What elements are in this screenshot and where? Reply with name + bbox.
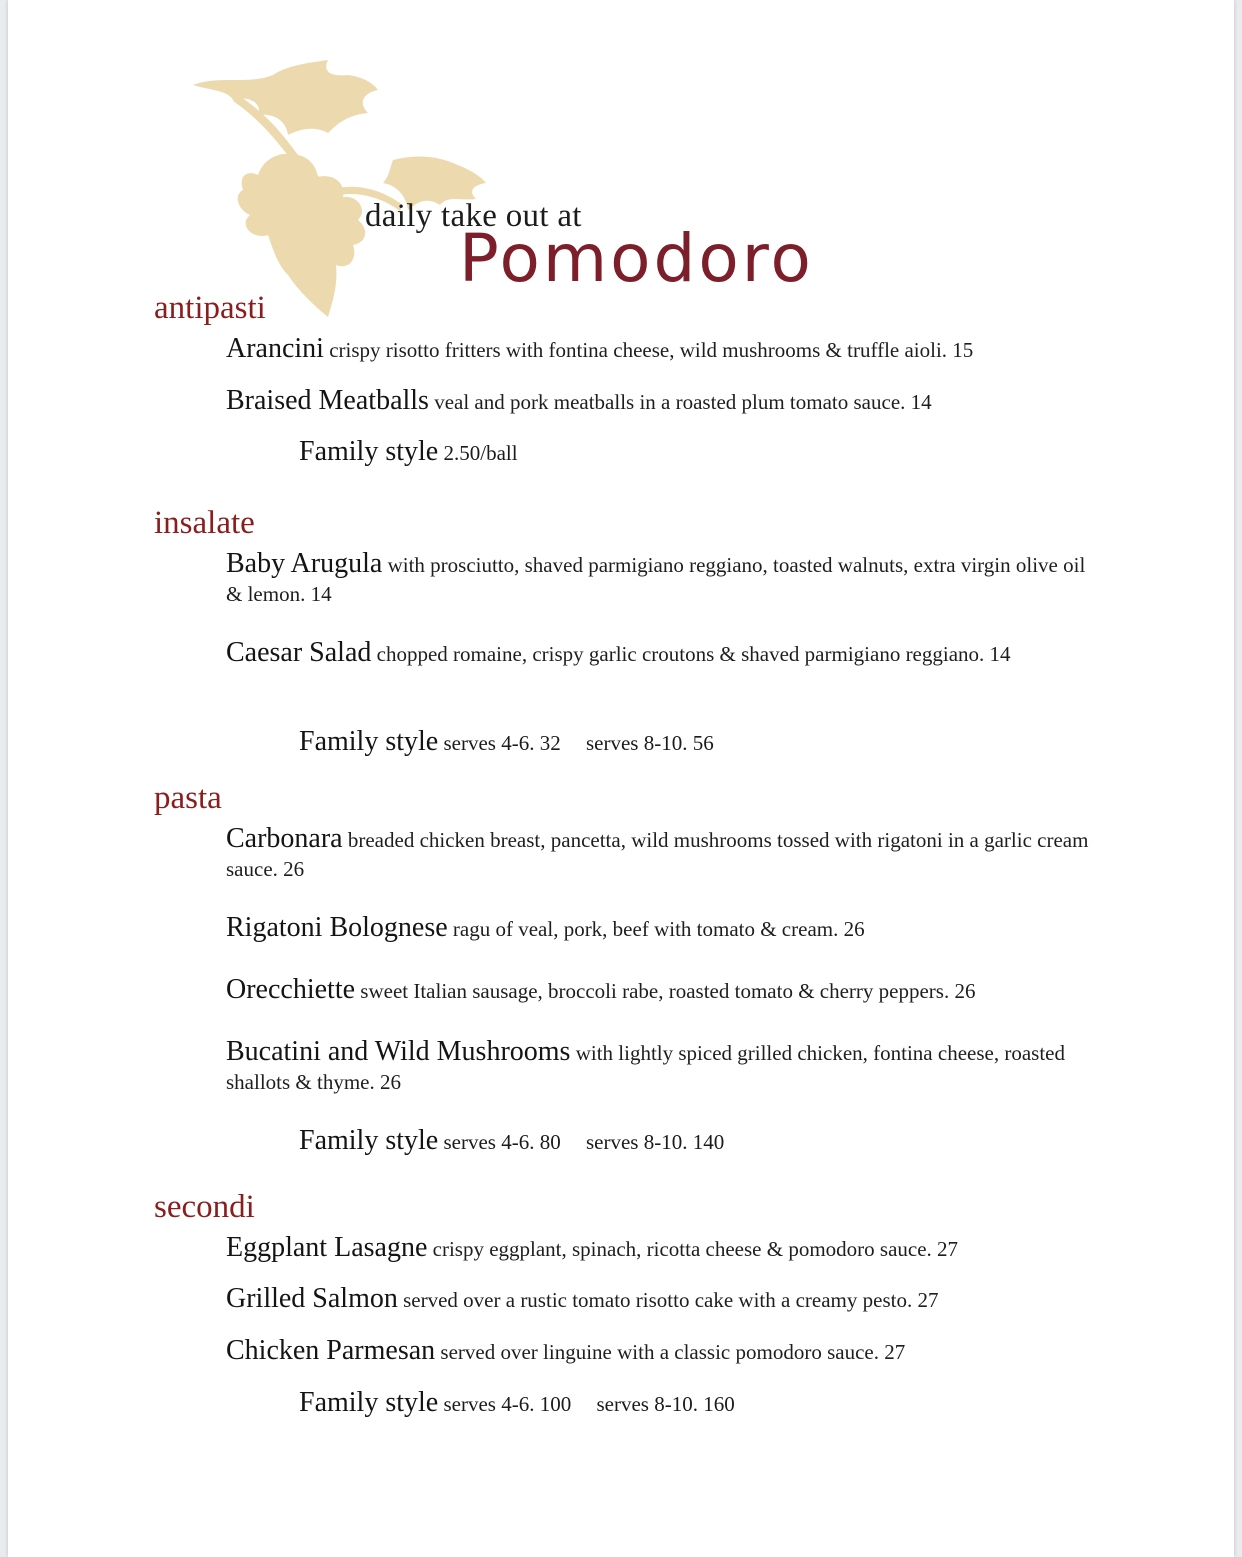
family-style-label: Family style: [299, 726, 439, 757]
item-description: served over linguine with a classic pomodoro sauce. 27: [440, 1340, 906, 1364]
family-style-label: Family style: [299, 1387, 439, 1418]
family-style-large: serves 8-10. 160: [596, 1392, 735, 1416]
menu-item: [226, 1336, 1096, 1367]
section-title-insalate: insalate: [154, 505, 255, 541]
item-description: ragu of veal, pork, beef with tomato & cream. 26: [452, 917, 865, 941]
menu-item: [226, 386, 1096, 417]
family-style-large: serves 8-10. 140: [585, 1130, 725, 1154]
family-style-label: Family style: [299, 1125, 439, 1156]
item-description: crispy risotto fritters with fontina cheese, wild mushrooms & truffle aioli. 15: [329, 338, 974, 362]
item-name: Braised Meatballs: [226, 385, 429, 416]
item-description: with lightly spiced grilled chicken, fontina cheese, roasted shallots & thyme. 26: [226, 1041, 1065, 1094]
family-style-label: Family style: [299, 436, 439, 467]
family-style-small: serves 4-6. 32: [443, 731, 561, 755]
header-tagline: daily take out at: [365, 198, 582, 234]
family-style-line: [299, 1126, 724, 1157]
item-name: Chicken Parmesan: [226, 1335, 436, 1366]
menu-item: [226, 334, 1096, 365]
menu-item: [226, 1037, 1096, 1097]
family-style-detail: 2.50/ball: [443, 441, 518, 465]
item-name: Arancini: [226, 333, 324, 364]
item-name: Grilled Salmon: [226, 1283, 398, 1314]
item-description: chopped romaine, crispy garlic croutons & shaved parmigiano reggiano. 14: [376, 642, 1011, 666]
family-style-line: [299, 437, 518, 468]
menu-item: [226, 913, 1096, 944]
section-title-antipasti: antipasti: [154, 290, 266, 326]
item-name: Orecchiette: [226, 974, 356, 1005]
family-style-line: [299, 727, 714, 758]
brand-logo: Pomodoro: [459, 220, 814, 297]
item-name: Eggplant Lasagne: [226, 1232, 428, 1263]
item-description: crispy eggplant, spinach, ricotta cheese & pomodoro sauce. 27: [432, 1237, 959, 1261]
item-description: veal and pork meatballs in a roasted plum tomato sauce. 14: [434, 390, 932, 414]
menu-page: [8, 0, 1234, 1557]
item-name: Carbonara: [226, 823, 343, 854]
menu-item: [226, 824, 1096, 884]
section-title-secondi: secondi: [154, 1189, 255, 1225]
item-description: with prosciutto, shaved parmigiano reggiano, toasted walnuts, extra virgin olive oil & lemon. 14: [226, 553, 1086, 606]
family-style-large: serves 8-10. 56: [585, 731, 714, 755]
item-description: served over a rustic tomato risotto cake with a creamy pesto. 27: [403, 1288, 939, 1312]
item-name: Baby Arugula: [226, 548, 383, 579]
item-name: Rigatoni Bolognese: [226, 912, 448, 943]
leaf-branch-icon: [178, 55, 498, 325]
family-style-small: serves 4-6. 100: [443, 1392, 572, 1416]
menu-item: [226, 975, 1096, 1006]
item-name: Caesar Salad: [226, 637, 372, 668]
menu-item: [226, 1233, 1096, 1264]
section-title-pasta: pasta: [154, 780, 222, 816]
menu-item: [226, 549, 1096, 609]
family-style-line: [299, 1388, 735, 1419]
menu-item: [226, 1284, 1096, 1315]
family-style-small: serves 4-6. 80: [443, 1130, 561, 1154]
menu-item: [226, 638, 1096, 669]
item-description: sweet Italian sausage, broccoli rabe, roasted tomato & cherry peppers. 26: [360, 979, 976, 1003]
item-name: Bucatini and Wild Mushrooms: [226, 1036, 571, 1067]
item-description: breaded chicken breast, pancetta, wild mushrooms tossed with rigatoni in a garlic cream sauce. 26: [226, 828, 1089, 881]
